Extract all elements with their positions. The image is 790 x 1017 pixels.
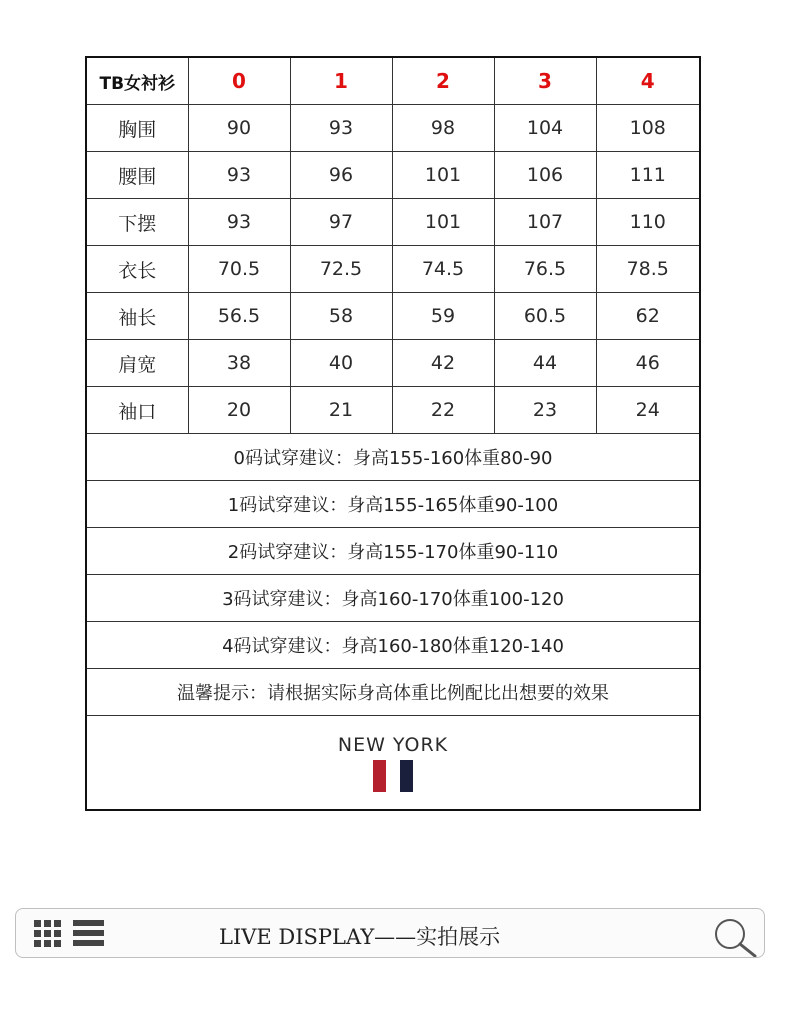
suggestion-row xyxy=(86,528,700,575)
table-cell: 40 xyxy=(290,340,392,387)
suggestion-row xyxy=(86,481,700,528)
search-icon[interactable] xyxy=(711,915,759,957)
size-header: 4 xyxy=(596,57,700,105)
table-cell: 23 xyxy=(494,387,596,434)
row-label: 衣长 xyxy=(86,246,188,293)
table-row xyxy=(86,152,700,199)
stripe-navy xyxy=(400,760,413,792)
size-suggestion: 0码试穿建议：身高155-160体重80-90 xyxy=(86,434,700,481)
table-cell: 93 xyxy=(188,152,290,199)
table-row xyxy=(86,199,700,246)
live-display-bar xyxy=(15,908,765,958)
table-cell: 111 xyxy=(596,152,700,199)
row-label: 下摆 xyxy=(86,199,188,246)
size-header: 0 xyxy=(188,57,290,105)
table-cell: 70.5 xyxy=(188,246,290,293)
table-cell: 38 xyxy=(188,340,290,387)
table-cell: 104 xyxy=(494,105,596,152)
list-view-icon[interactable] xyxy=(73,920,104,947)
live-display-title: LIVE DISPLAY——实拍展示 xyxy=(219,925,501,949)
table-cell: 97 xyxy=(290,199,392,246)
table-cell: 59 xyxy=(392,293,494,340)
table-cell: 74.5 xyxy=(392,246,494,293)
size-suggestion: 4码试穿建议：身高160-180体重120-140 xyxy=(86,622,700,669)
table-cell: 93 xyxy=(290,105,392,152)
table-cell: 60.5 xyxy=(494,293,596,340)
suggestion-row xyxy=(86,622,700,669)
table-cell: 90 xyxy=(188,105,290,152)
corner-label: TB女衬衫 xyxy=(86,57,188,105)
table-row xyxy=(86,246,700,293)
size-header: 1 xyxy=(290,57,392,105)
table-row xyxy=(86,105,700,152)
size-header: 3 xyxy=(494,57,596,105)
row-label: 肩宽 xyxy=(86,340,188,387)
table-row xyxy=(86,387,700,434)
stripe-red xyxy=(373,760,386,792)
table-row xyxy=(86,340,700,387)
table-cell: 24 xyxy=(596,387,700,434)
size-suggestion: 3码试穿建议：身高160-170体重100-120 xyxy=(86,575,700,622)
table-cell: 107 xyxy=(494,199,596,246)
brand-stripes xyxy=(373,760,413,792)
table-cell: 42 xyxy=(392,340,494,387)
size-header-row xyxy=(86,57,700,105)
table-row xyxy=(86,293,700,340)
row-label: 袖长 xyxy=(86,293,188,340)
table-cell: 44 xyxy=(494,340,596,387)
size-suggestion: 2码试穿建议：身高155-170体重90-110 xyxy=(86,528,700,575)
brand-row xyxy=(86,716,700,811)
table-cell: 46 xyxy=(596,340,700,387)
table-cell: 78.5 xyxy=(596,246,700,293)
table-cell: 76.5 xyxy=(494,246,596,293)
table-cell: 21 xyxy=(290,387,392,434)
table-cell: 101 xyxy=(392,199,494,246)
table-cell: 72.5 xyxy=(290,246,392,293)
grid-view-icon[interactable] xyxy=(34,920,61,947)
brand-name: NEW YORK xyxy=(337,733,449,756)
table-cell: 98 xyxy=(392,105,494,152)
suggestion-row xyxy=(86,434,700,481)
table-cell: 93 xyxy=(188,199,290,246)
row-label: 袖口 xyxy=(86,387,188,434)
row-label: 胸围 xyxy=(86,105,188,152)
table-cell: 58 xyxy=(290,293,392,340)
size-suggestion: 1码试穿建议：身高155-165体重90-100 xyxy=(86,481,700,528)
table-cell: 96 xyxy=(290,152,392,199)
brand-cell xyxy=(86,716,700,811)
table-cell: 62 xyxy=(596,293,700,340)
fit-tip: 温馨提示：请根据实际身高体重比例配比出想要的效果 xyxy=(86,669,700,716)
table-cell: 106 xyxy=(494,152,596,199)
suggestion-row xyxy=(86,575,700,622)
table-cell: 108 xyxy=(596,105,700,152)
table-cell: 56.5 xyxy=(188,293,290,340)
brand-logo xyxy=(87,734,699,792)
table-cell: 22 xyxy=(392,387,494,434)
row-label: 腰围 xyxy=(86,152,188,199)
table-cell: 101 xyxy=(392,152,494,199)
tip-row xyxy=(86,669,700,716)
size-chart-table xyxy=(85,56,701,811)
size-header: 2 xyxy=(392,57,494,105)
table-cell: 110 xyxy=(596,199,700,246)
table-cell: 20 xyxy=(188,387,290,434)
